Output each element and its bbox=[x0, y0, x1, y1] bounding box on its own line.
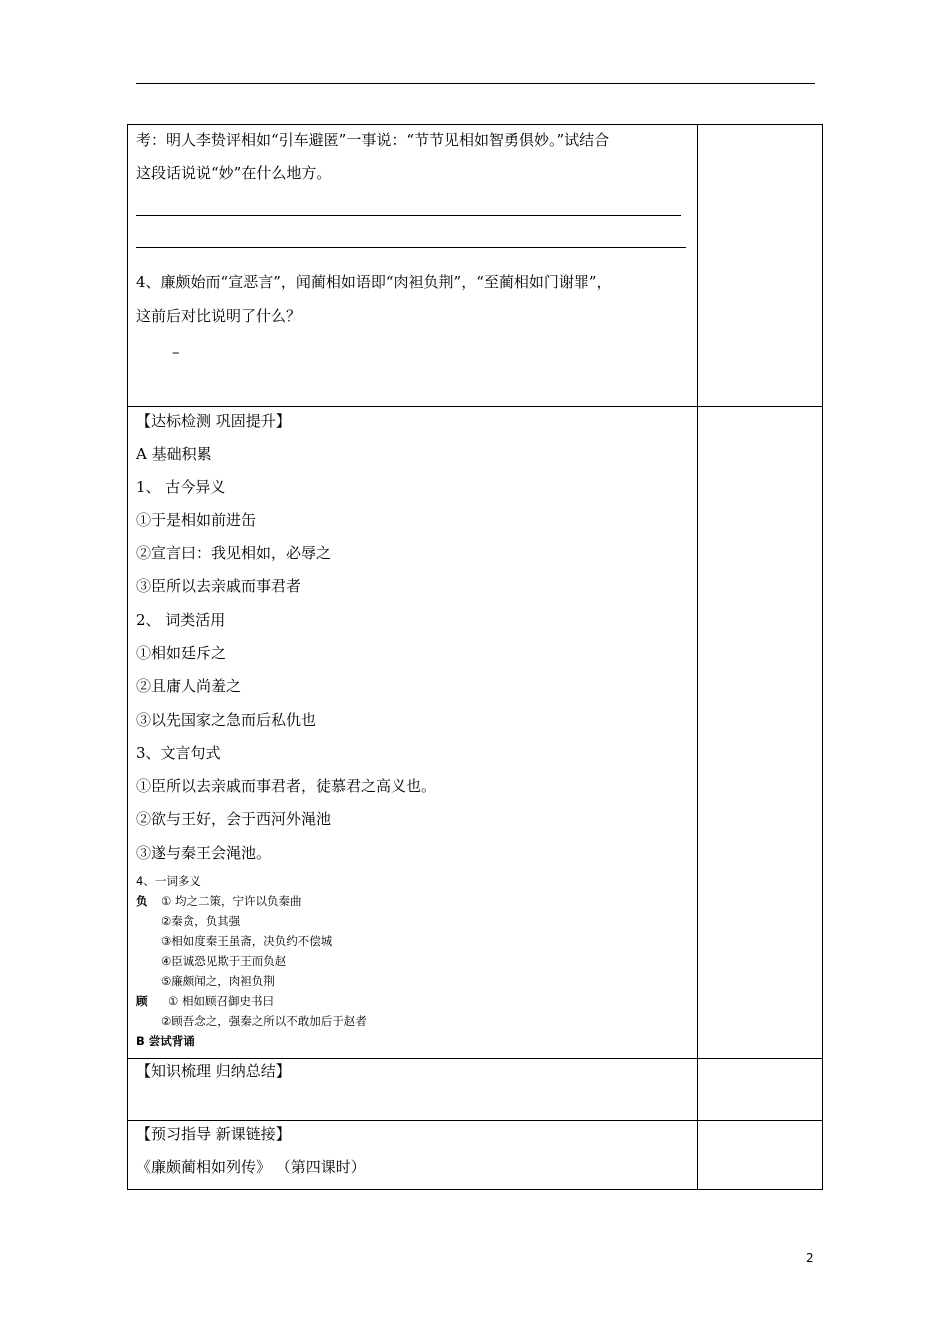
section-heading: 【预习指导 新课链接】 bbox=[136, 1125, 291, 1143]
fu-item: ④臣诚恐见欺于王而负赵 bbox=[161, 954, 287, 968]
answer-line[interactable] bbox=[136, 247, 686, 248]
subsection-a-title: A 基础积累 bbox=[136, 445, 212, 463]
answer-dash: – bbox=[172, 343, 180, 361]
fu-item: ⑤廉颇闻之，肉袒负荆 bbox=[161, 974, 275, 988]
question-3-line-1: 考：明人李贽评相如“引车避匿”一事说：“节节见相如智勇俱妙。”试结合 bbox=[136, 131, 610, 149]
assessment-row bbox=[128, 407, 823, 1059]
gu-label: 顾 bbox=[136, 994, 148, 1008]
preview-row bbox=[128, 1121, 823, 1190]
questions-cell bbox=[128, 125, 698, 407]
section-heading: 【知识梳理 归纳总结】 bbox=[136, 1062, 291, 1080]
list-item: 1、 古今异义 bbox=[136, 478, 226, 496]
list-item: 3、文言句式 bbox=[136, 744, 221, 762]
section-heading: 【达标检测 巩固提升】 bbox=[136, 412, 291, 430]
list-item: ③以先国家之急而后私仇也 bbox=[136, 711, 317, 729]
header-rule bbox=[136, 83, 815, 84]
subsection-b-title: B 尝试背诵 bbox=[136, 1034, 195, 1048]
gu-item: ① 相如顾召御史书曰 bbox=[168, 994, 274, 1008]
fu-label: 负 bbox=[136, 894, 148, 908]
list-item: ②且庸人尚羞之 bbox=[136, 677, 242, 695]
notes-cell[interactable] bbox=[698, 125, 823, 407]
summary-cell bbox=[128, 1059, 698, 1121]
preview-lesson-title: 《廉颇蔺相如列传》 （第四课时） bbox=[136, 1158, 366, 1176]
question-4-line-2: 这前后对比说明了什么？ bbox=[136, 307, 302, 325]
questions-row bbox=[128, 125, 823, 407]
list-item: ③遂与秦王会渑池。 bbox=[136, 844, 272, 862]
gu-item: ②顾吾念之，强秦之所以不敢加后于赵者 bbox=[161, 1014, 367, 1028]
notes-cell[interactable] bbox=[698, 1121, 823, 1190]
list-item: 2、 词类活用 bbox=[136, 611, 226, 629]
list-item: ②欲与王好，会于西河外渑池 bbox=[136, 810, 332, 828]
answer-line[interactable] bbox=[136, 215, 681, 216]
fu-item: ③相如度秦王虽斋，决负约不偿城 bbox=[161, 934, 333, 948]
list-item: ①于是相如前进缶 bbox=[136, 511, 257, 529]
list-item: ③臣所以去亲戚而事君者 bbox=[136, 577, 302, 595]
notes-cell[interactable] bbox=[698, 407, 823, 1059]
notes-cell[interactable] bbox=[698, 1059, 823, 1121]
page-number: 2 bbox=[806, 1251, 814, 1265]
list-item: ①臣所以去亲戚而事君者，徒慕君之高义也。 bbox=[136, 777, 437, 795]
question-3-line-2: 这段话说说“妙”在什么地方。 bbox=[136, 164, 332, 182]
worksheet-table bbox=[127, 124, 823, 1190]
list-item: ①相如廷斥之 bbox=[136, 644, 227, 662]
preview-cell bbox=[128, 1121, 698, 1190]
polysemy-title: 4、一词多义 bbox=[136, 874, 201, 888]
summary-row bbox=[128, 1059, 823, 1121]
assessment-cell bbox=[128, 407, 698, 1059]
list-item: ②宣言曰：我见相如，必辱之 bbox=[136, 544, 332, 562]
question-4-line-1: 4、廉颇始而“宣恶言”，闻蔺相如语即“肉袒负荆”，“至蔺相如门谢罪”， bbox=[136, 273, 612, 291]
fu-item: ① 均之二策，宁许以负秦曲 bbox=[161, 894, 302, 908]
fu-item: ②秦贪，负其强 bbox=[161, 914, 241, 928]
